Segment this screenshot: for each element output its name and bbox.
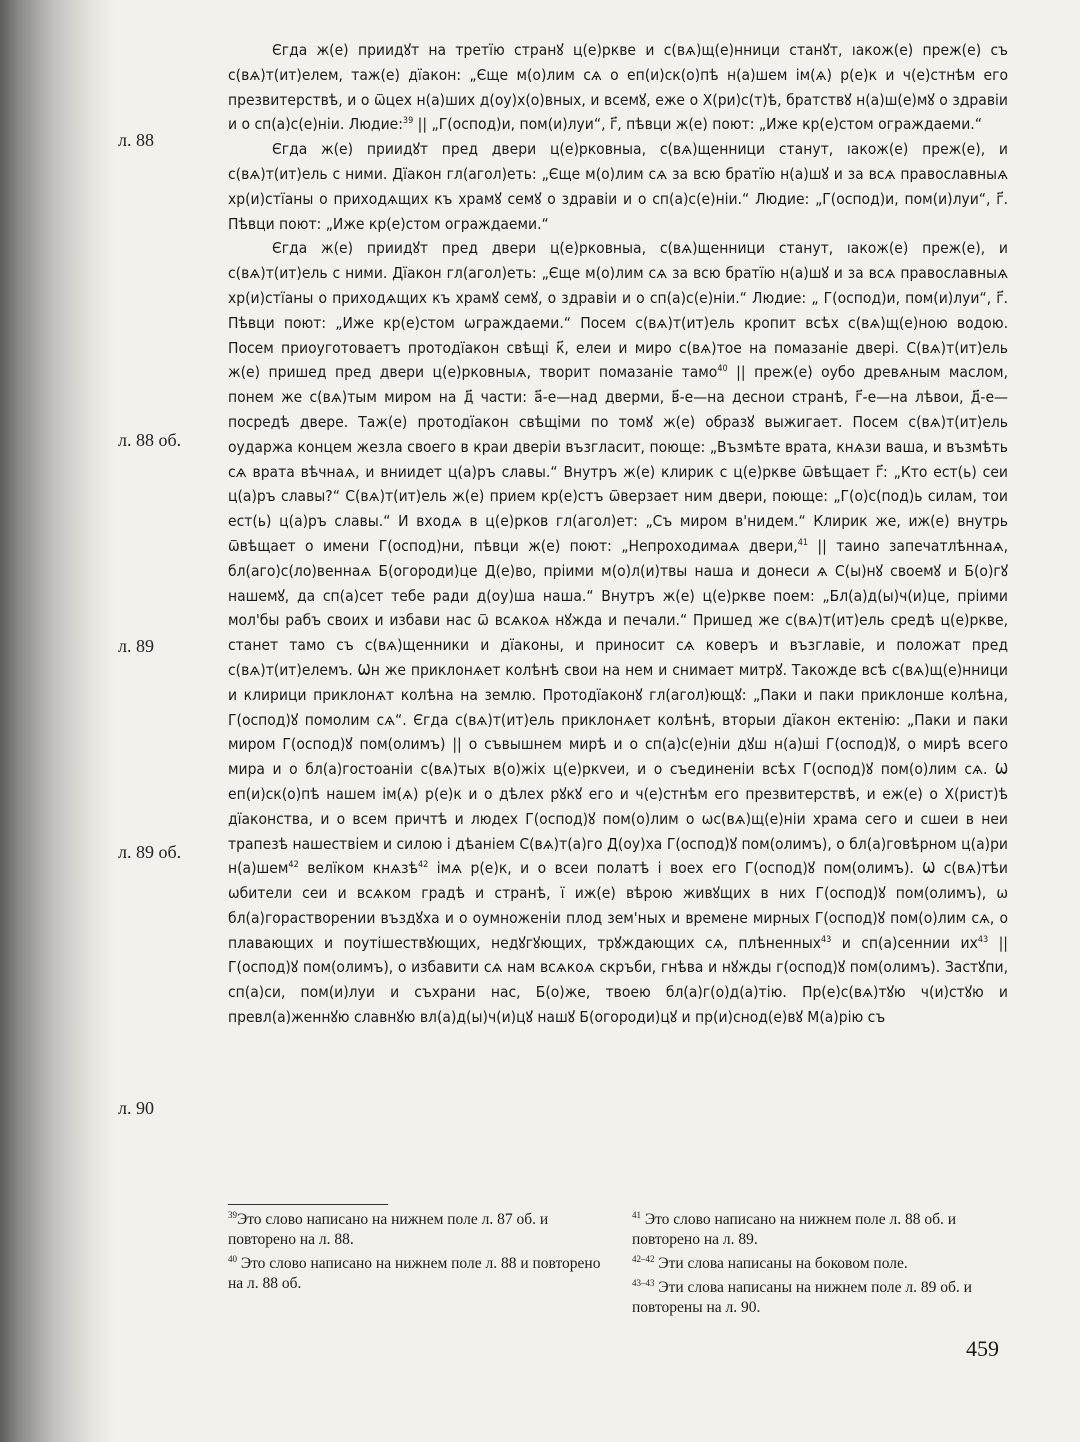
- footnote-text: Это слово написано на нижнем поле л. 87 об. и повторено на л. 88.: [228, 1211, 549, 1248]
- footnotes-right: [632, 1210, 1012, 1322]
- margin-folio-note: л. 88: [118, 130, 154, 150]
- page-number: 459: [966, 1336, 999, 1361]
- footnote-number: 43–43: [632, 1277, 655, 1288]
- text-run: Г(оспод)ꙋ пом(олимъ), о избавити сѧ нам всѧкоѧ скръби, гнѣва и нꙋжды г(оспод)ꙋ пом(олимъ). Застꙋпи, сп(а)си, пом(и)луи и съхрани нас, Б(о)же, твоею бл(а)г(о)д(а)тію. Пр(е)с(вѧ)тꙋю ч(и)стꙋю и превл(а)женнꙋю славнꙋю вл(а)д(ы)ч(и)цꙋ нашꙋ Б(огороди)цꙋ и пр(и)снод(е)вꙋ М(а)рію съ: [228, 958, 1008, 1027]
- footnote-marker: 40: [717, 364, 728, 375]
- text-run: велїком кнѧзѣ: [307, 859, 418, 878]
- footnote-marker: 41: [797, 537, 809, 548]
- text-run: Єгда ж(е) приидꙋт пред двери ц(е)рковныа, с(вѧ)щенници станут, ıакож(е) преж(е), и с(вѧ)т(ит)ель с ними. Дїакон гл(агол)еть: „Єще м(о)лим сѧ за всю братїю н(а)шꙋ и за всѧ православныѧ хр(и)стїаны о приходѧщих къ храмꙋ семꙋ, о здравіи и о сп(а)с(е)ніи.“ Людие: „ Г(оспод)и, пом(и)луи“, г҃. Пѣвци поют: „Иже кр(е)стом ѡграждаеми.“ Посем с(вѧ)т(ит)ель кропит всѣх с(вѧ)щ(е)ною водою. Посем приоуготоваетъ протодїакон свѣщі к҃, елеи и миро с(вѧ)тое на помазаніе двері. С(вѧ)т(ит)ель ж(е) пришед пред двери ц(е)рковныѧ, творит помазаніе тамо: [228, 239, 1008, 382]
- text-run: преж(е) оубо древѧным маслом, понем же с(вѧ)тым миром на д҃ части: а҃-е—над дверми, в҃-е—на деснои странѣ, г҃-е—на лѣвои, д҃-е—посредѣ двере. Таж(е) протодїакон свѣщіми по томꙋ ж(е) образꙋ выжигает. Посем с(вѧ)т(ит)ель оударжа концем жезла своего в краи двеpiи възгласит, поюще: „Възмѣте врата, кнѧзи ваша, и възмѣть сѧ врата вѣчнаѧ, и вниидет ц(а)ръ славы.“ Внутръ ж(е) клирик с ц(е)ркве ѿвѣщает г҃: „Кто ест(ь) сеи ц(а)ръ славы?“ С(вѧ)т(ит)ель ж(е) прием кр(е)стъ ѿверзает ним двери, поюще: „Г(о)с(под)ь силам, тои ест(ь) ц(а)ръ славы.“ И входѧ в ц(е)рков гл(агол)ет: „Съ миром в'нидем.“ Клирик же, иж(е) внутрь ѿвѣщает о имени Г(оспод)ни, пѣвци ж(е) поют: „Непроходимаѧ двери,: [228, 363, 1009, 555]
- main-text: [228, 38, 1008, 1030]
- text-run: „Г(оспод)и, пом(и)луи“, г҃, пѣвци ж(е) поют: „Иже кр(е)стом ограждаеми.“: [431, 115, 982, 134]
- paragraph: [228, 38, 1008, 137]
- footnote-number: 39: [228, 1209, 237, 1220]
- footnote-marker: 43: [821, 934, 832, 945]
- paragraph: [228, 137, 1008, 236]
- footnote-marker: 42: [288, 860, 299, 871]
- footnote-number: 42–42: [632, 1253, 655, 1264]
- paragraph: [228, 236, 1008, 1030]
- text-run: о съвышнем мирѣ и о сп(а)с(е)ніи дꙋш н(а)ші Г(оспод)ꙋ, о мирѣ всего мира и о бл(а)гостоаніи с(вѧ)тых в(о)жіх ц(е)ркveи, и о съединеніи всѣх Г(оспод)ꙋ пом(о)лим сѧ. Ѡ еп(и)ск(о)пѣ нашем ім(ѧ) р(е)к и о дѣлех рꙋкꙋ его и ч(е)стнѣм его презвитерствѣ, и еж(е) о Х(рист)ѣ дїаконства, и о всем причтѣ и людех Г(оспод)ꙋ пом(о)лим о ѡс(вѧ)щ(е)ніи храма сего и сшеи в неи трапезѣ нашествіем и силою і дѣаніем С(вѧ)т(а)го Д(оу)ха Г(оспод)ꙋ пом(олимъ), о бл(а)говѣрном ц(а)ри н(а)шем: [228, 735, 1009, 878]
- folio-separator: ||: [817, 536, 827, 555]
- margin-folio-note: л. 89 об.: [118, 842, 182, 862]
- text-run: Єгда ж(е) приидꙋт пред двери ц(е)рковныа, с(вѧ)щенници станут, ıакож(е) преж(е), и с(вѧ)т(ит)ель с ними. Дїакон гл(агол)еть: „Єще м(о)лим сѧ за всю братїю н(а)шꙋ и за всѧ православныѧ хр(и)стїаны о приходѧщих къ храмꙋ семꙋ о здравіи и о сп(а)с(е)ніи.“ Людие: „Г(оспод)и, пом(и)луи“, г҃. Пѣвци поют: „Иже кр(е)стом ограждаеми.“: [228, 140, 1008, 233]
- footnote: [632, 1254, 1012, 1274]
- text-run: імѧ р(е)к, и о всеи полатѣ і воех его Г(оспод)ꙋ пом(олимъ). Ѡ с(вѧ)тѣи ѡбители сеи и всѧком градѣ и странѣ, ї иж(е) вѣрою живꙋщих в них Г(оспод)ꙋ пом(олимъ), ѡ бл(а)горастворении въздꙋха и о оумноженіи плод зем'ных и времене мирных Г(оспод)ꙋ пом(о)лим сѧ, о плавающих и поутішествꙋющих, недꙋгꙋющих, трꙋждающих сѧ, плѣненных: [228, 859, 1008, 952]
- text-run: и сп(а)сеннии их: [841, 933, 978, 952]
- folio-separator: ||: [417, 115, 428, 134]
- footnote-number: 41: [632, 1209, 641, 1220]
- footnote-text: Это слово написано на нижнем поле л. 88 и повторено на л. 88 об.: [228, 1255, 601, 1292]
- footnote-marker: 39: [402, 116, 414, 127]
- footnote-text: Это слово написано на нижнем поле л. 88 об. и повторено на л. 89.: [632, 1211, 957, 1248]
- footnote-text: Эти слова написаны на нижнем поле л. 89 об. и повторены на л. 90.: [632, 1279, 972, 1316]
- folio-separator: ||: [452, 735, 462, 754]
- footnote-marker: 42: [417, 860, 429, 871]
- margin-folio-note: л. 88 об.: [118, 430, 182, 450]
- book-gutter-shadow: [0, 0, 115, 1442]
- footnote-text: Эти слова написаны на боковом поле.: [658, 1255, 908, 1272]
- folio-separator: ||: [998, 933, 1009, 952]
- text-run: Єгда ж(е) приидꙋт на третїю странꙋ ц(е)ркве и с(вѧ)щ(е)нници станꙋт, ıакож(е) преж(е) съ с(вѧ)т(ит)елем, таж(е) дїакон: „Єще м(о)лим сѧ о еп(и)ск(о)пѣ н(а)шем ім(ѧ) р(е)к и ч(е)стнѣм его презвитерствѣ, и о ѿцех н(а)ших д(оу)х(о)вных, и всемꙋ, еже о Х(ри)с(т)ѣ, братствꙋ н(а)ш(е)мꙋ о здравіи и о сп(а)с(е)ніи. Людие:: [228, 41, 1008, 134]
- footnote: [632, 1210, 1012, 1250]
- footnote-marker: 43: [977, 934, 989, 945]
- footnotes-left: [228, 1210, 608, 1298]
- margin-folio-note: л. 89: [118, 636, 154, 656]
- footnote: [632, 1278, 1012, 1318]
- footnote-number: 40: [228, 1253, 237, 1264]
- footnote-divider: [228, 1204, 388, 1205]
- margin-folio-note: л. 90: [118, 1098, 154, 1118]
- folio-separator: ||: [736, 363, 746, 382]
- text-run: таино запечатлѣннаѧ, бл(аго)с(ло)веннаѧ Б(огороди)це Д(е)во, пріими м(о)л(и)твы наша и донеси ѧ С(ы)нꙋ своемꙋ и Б(о)гꙋ нашемꙋ, да сп(а)сет тебе ради д(оу)ша наша.“ Внутръ ж(е) ц(е)ркве поем: „Бл(а)д(ы)ч(и)це, пріими мол'бы рабъ своих и избави нас ѿ всѧкоѧ нꙋжда и печали.“ Пришед же с(вѧ)т(ит)ель средѣ ц(е)ркве, станет тамо съ с(вѧ)щенники и дїаконы, и приносит сѧ коверъ и възглавіе, и положат пред с(вѧ)т(ит)елемъ. Ѡн же приклонѧет колѣнѣ свои на нем и снимает митрꙋ. Такожде всѣ с(вѧ)щ(е)нници и клирици приклонѧт колѣна на землю. Протодїаконꙋ гл(агол)ющꙋ: „Паки и паки приклонше колѣна, Г(оспод)ꙋ помолим сѧ“. Єгда с(вѧ)т(ит)ель приклонѧет колѣнѣ, вторыи дїакон ектенію: „Паки и паки миром Г(оспод)ꙋ пом(олимъ): [228, 536, 1008, 754]
- footnote: [228, 1210, 608, 1250]
- footnote: [228, 1254, 608, 1294]
